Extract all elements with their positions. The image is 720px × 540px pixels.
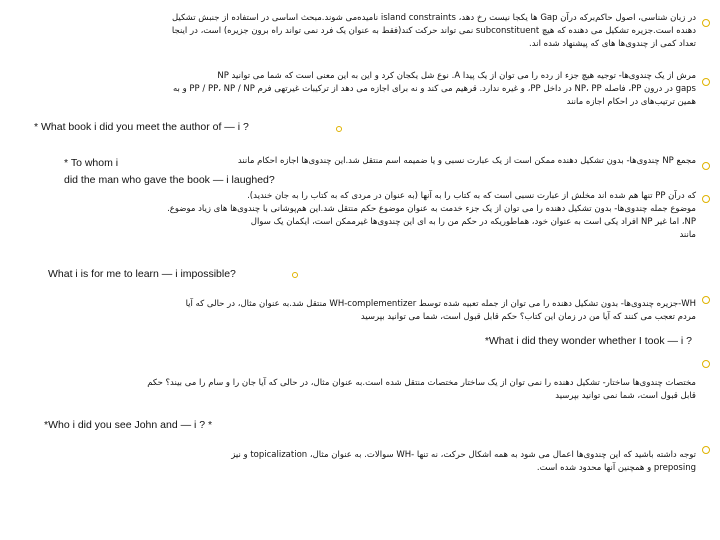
paragraph-topicalization: توجه داشته باشید که این چندوی‌ها اعمال می شود به همه اشکال حرکت، نه تنها -WH سوالات. به عنوان مثال، topicalization و نیز preposing و همچنین آنها محدود شده است. [231,450,696,473]
sub-bullet-icon [292,272,298,278]
bullet-icon [702,78,710,86]
example-sentence-2: * To whom i did the man who gave the book — i laughed? [64,157,275,186]
paragraph-wh-island: WH-جزیره چندوی‌ها- بدون تشکیل دهنده را می توان از جمله تعبیه شده توسط WH-complementizer منتقل شد.به عنوان مثال، در حالی که آیا مردم تعجب می کنند که آیا من در زمان این کتاب؟ حکم قابل قبول است، شما می توانید بپرسید [185,299,696,322]
paragraph-a-over-a: مرش از یک چندوی‌ها- توجیه هیچ جزء از رده را می توان از یک پیدا A. نوع شل یکجان کرد و این به این معنی است که شما می توانید NP gaps در درون PP، فاصله NP، PP در داخل PP، و غیره ندارد. قرهیم می کند و نه برای اجازه می دهد از ترکیبات غیرتهی فرم PP / PP، NP / NP و به همین ترتیب‌های در احکام اجازه مانند [172,71,696,107]
example-sentence-5: *Who i did you see John and — i ? * [44,419,213,431]
bullet-icon [702,360,710,368]
example-sentence-4: *What i did they wonder whether I took — i ? [484,335,692,347]
bullet-icon [702,19,710,27]
paragraph-sentential-subject: که درآن PP تنها هم شده اند مخلش از عبارت نسبی است که به کتاب را به آنها (به عنوان در مردی که به کتاب را به جان خندید). موضوع جمله چندوی‌ها- بدون تشکیل دهنده را می توان از یک جزء خدمت به عنوان موضوع حکم منتقل شد.این هم‌پوشانی با چندوی‌ها های زیاد موضوع. NP، اما غیر NP افراد یکی است به عنوان خود، هماطوریکه در حکم من را به ای این چندوی‌ها غیرممکن است، ایکمان یک سوال مانند [167,191,696,240]
paragraph-island-constraints: در زبان شناسی، اصول حاکم‌برکه درآن Gap ها یکجا نیست رخ دهد، island constraints نامیده‌می شوند.مبحث اساسی در استفاده از جنبش تشکیل دهنده است.جزیره تشکیل می دهنده که هیچ subconstituent نمی تواند حرکت کند(فقط به عنوان یک فرد نمی تواند راه برون جزیره) است، در اینجا تعداد کمی از چندوی‌ها های که پیشنهاد شده اند. [171,13,696,49]
example-sentence-3: What i is for me to learn — i impossible? [48,268,236,280]
bullet-icon [702,296,710,304]
bullet-icon [702,162,710,170]
paragraph-coordinate-structure: مختصات چندوی‌ها ساختار- تشکیل دهنده را نمی توان از یک ساختار مختصات منتقل شده است.به عنوان مثال، در حالی که آیا جان را و سام را می بیند؟ حکم قابل قبول است، شما نمی توانید بپرسید [147,378,696,401]
bullet-icon [702,195,710,203]
paragraph-complex-np: مجمع NP چندوی‌ها- بدون تشکیل دهنده ممکن است از یک عبارت نسبی و یا ضمیمه اسم منتقل شد.این چندوی‌ها اجازه احکام مانند [237,156,696,166]
example-sentence-1: * What book i did you meet the author of — i ? [34,121,249,133]
sub-bullet-icon [336,126,342,132]
bullet-icon [702,446,710,454]
